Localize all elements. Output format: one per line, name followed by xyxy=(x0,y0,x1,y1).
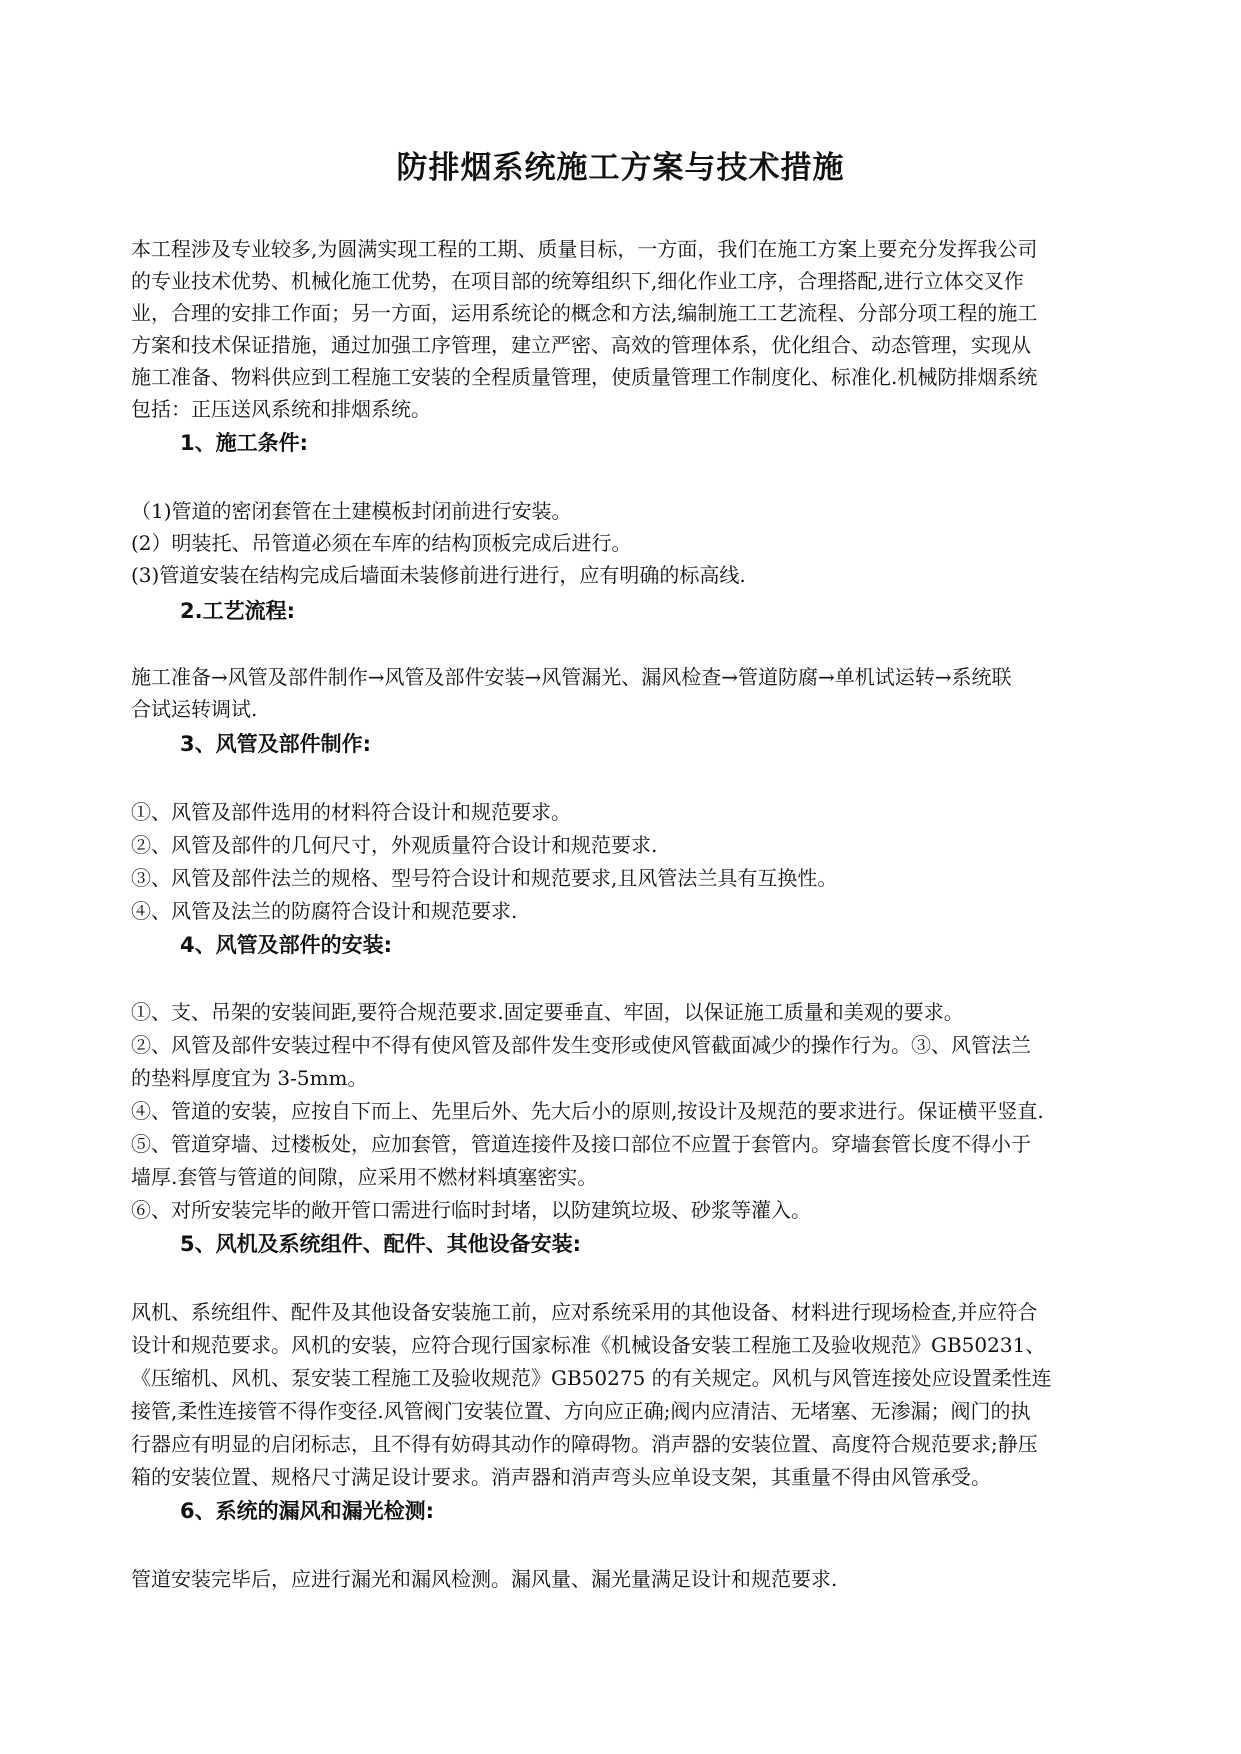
section-line: ③、风管及部件法兰的规格、型号符合设计和规范要求,且风管法兰具有互换性。 xyxy=(131,866,838,890)
section-line: 《压缩机、风机、泵安装工程施工及验收规范》GB50275 的有关规定。风机与风管连接处应设置柔性连 xyxy=(131,1366,1052,1390)
section-line: (3)管道安装在结构完成后墙面未装修前进行进行，应有明确的标高线. xyxy=(131,563,746,587)
section-line: ②、风管及部件安装过程中不得有使风管及部件发生变形或使风管截面减少的操作行为。③、风管法兰 xyxy=(131,1033,1031,1057)
section-line: （1)管道的密闭套管在土建模板封闭前进行安装。 xyxy=(131,499,572,523)
intro-line: 包括：正压送风系统和排烟系统。 xyxy=(131,397,431,421)
section-line: 风机、系统组件、配件及其他设备安装施工前，应对系统采用的其他设备、材料进行现场检查,并应符合 xyxy=(131,1300,1038,1324)
section-line: 设计和规范要求。风机的安装，应符合现行国家标准《机械设备安装工程施工及验收规范》GB50231、 xyxy=(131,1333,1046,1357)
section-line: ①、风管及部件选用的材料符合设计和规范要求。 xyxy=(131,800,571,824)
section-line: 墙厚.套管与管道的间隙，应采用不燃材料填塞密实。 xyxy=(131,1165,598,1189)
section-line: 的垫料厚度宜为 3-5mm。 xyxy=(131,1066,368,1090)
section-line: (2）明装托、吊管道必须在车库的结构顶板完成后进行。 xyxy=(131,531,632,555)
section-heading: 5、风机及系统组件、配件、其他设备安装: xyxy=(180,1232,582,1256)
section-heading: 3、风管及部件制作: xyxy=(180,732,372,756)
intro-line: 的专业技术优势、机械化施工优势，在项目部的统筹组织下,细化作业工序，合理搭配,进行立体交叉作 xyxy=(131,269,1024,293)
section-heading: 4、风管及部件的安装: xyxy=(180,933,393,957)
section-heading: 6、系统的漏风和漏光检测: xyxy=(180,1499,435,1523)
section-line: ④、风管及法兰的防腐符合设计和规范要求. xyxy=(131,899,518,923)
intro-line: 业，合理的安排工作面；另一方面，运用系统论的概念和方法,编制施工工艺流程、分部分项工程的施工 xyxy=(131,301,1038,325)
section-line: 合试运转调试. xyxy=(131,697,258,721)
section-line: ④、管道的安装，应按自下而上、先里后外、先大后小的原则,按设计及规范的要求进行。保证横平竖直. xyxy=(131,1099,1044,1123)
section-line: 施工准备→风管及部件制作→风管及部件安装→风管漏光、漏风检查→管道防腐→单机试运转→系统联 xyxy=(131,665,1012,689)
section-line: 箱的安装位置、规格尺寸满足设计要求。消声器和消声弯头应单设支架，其重量不得由风管承受。 xyxy=(131,1465,991,1489)
section-line: 接管,柔性连接管不得作变径.风管阀门安装位置、方向应正确;阀内应清洁、无堵塞、无渗漏；阀门的执 xyxy=(131,1399,1031,1423)
section-line: ⑤、管道穿墙、过楼板处，应加套管，管道连接件及接口部位不应置于套管内。穿墙套管长度不得小于 xyxy=(131,1132,1031,1156)
section-line: ⑥、对所安装完毕的敞开管口需进行临时封堵，以防建筑垃圾、砂浆等灌入。 xyxy=(131,1198,811,1222)
section-line: ②、风管及部件的几何尺寸，外观质量符合设计和规范要求. xyxy=(131,833,658,857)
intro-line: 方案和技术保证措施，通过加强工序管理，建立严密、高效的管理体系，优化组合、动态管理，实现从 xyxy=(131,333,1031,357)
section-line: 管道安装完毕后，应进行漏光和漏风检测。漏风量、漏光量满足设计和规范要求. xyxy=(131,1567,838,1591)
intro-line: 本工程涉及专业较多,为圆满实现工程的工期、质量目标，一方面，我们在施工方案上要充分发挥我公司 xyxy=(131,237,1038,261)
intro-line: 施工准备、物料供应到工程施工安装的全程质量管理，使质量管理工作制度化、标准化.机械防排烟系统 xyxy=(131,365,1038,389)
document-title: 防排烟系统施工方案与技术措施 xyxy=(396,150,845,186)
section-line: ①、支、吊架的安装间距,要符合规范要求.固定要垂直、牢固，以保证施工质量和美观的要求。 xyxy=(131,1000,964,1024)
section-heading: 1、施工条件: xyxy=(180,431,309,455)
section-line: 行器应有明显的启闭标志，且不得有妨碍其动作的障碍物。消声器的安装位置、高度符合规范要求;静压 xyxy=(131,1432,1038,1456)
section-heading: 2.工艺流程: xyxy=(180,599,295,623)
